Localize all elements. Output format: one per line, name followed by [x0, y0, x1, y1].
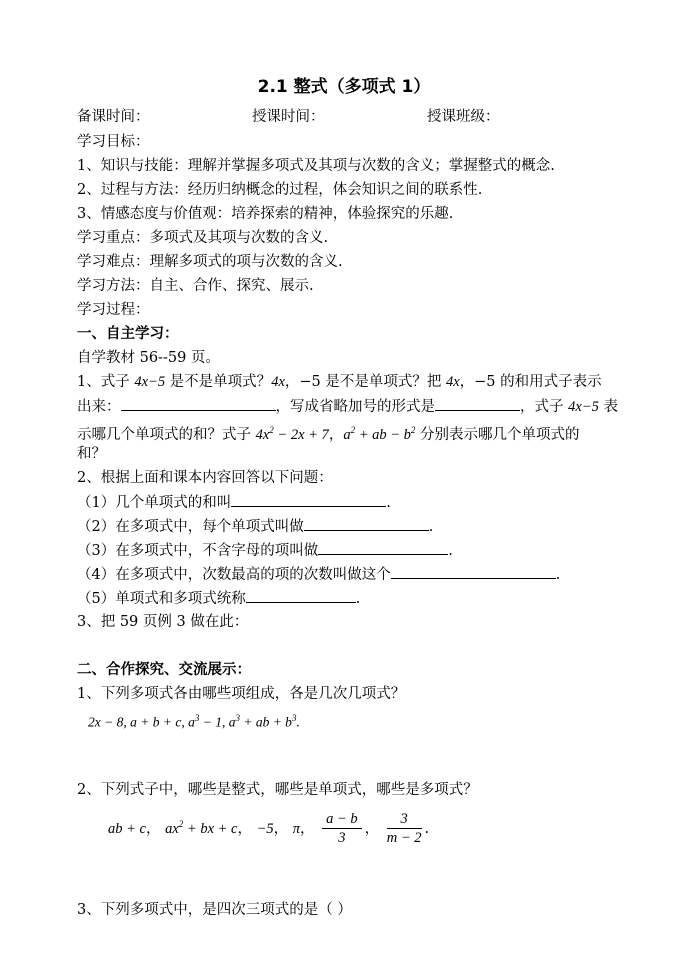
separator: ， — [300, 820, 315, 837]
period: . — [448, 543, 453, 559]
s1-q1-text: 示哪几个单项式的和？式子 — [77, 426, 256, 443]
s1-q2-item-4 — [77, 564, 560, 585]
s1-q1-text: 分别表示哪几个单项式的 — [415, 426, 580, 443]
expr-part: + bx + c — [183, 820, 238, 837]
fraction — [387, 810, 422, 847]
item-text: （4）在多项式中，次数最高的项的次数叫做这个 — [77, 567, 391, 583]
period: . — [424, 820, 430, 837]
period: . — [555, 567, 561, 583]
s1-q1-text: ， — [328, 426, 344, 443]
teach-class-label: 授课班级： — [427, 109, 500, 125]
numerator: a − b — [322, 810, 362, 829]
exponent: 2 — [269, 425, 274, 435]
expr — [343, 427, 415, 443]
difficulty: 学习难点：理解多项式的项与次数的含义. — [77, 254, 343, 270]
denominator: 3 — [338, 830, 346, 847]
s1-q1-line1 — [77, 372, 602, 392]
expr: π — [292, 820, 301, 837]
s1-q2-item-1 — [77, 492, 391, 513]
expr-part: + ab − b — [355, 426, 411, 443]
s2-q1: 1、下列多项式各由哪些项组成，各是几次几项式？ — [77, 686, 406, 702]
item-text: （2）在多项式中，每个单项式叫做 — [77, 519, 304, 535]
s1-q2-item-5 — [77, 588, 360, 609]
separator: ， — [237, 820, 252, 837]
exponent: 2 — [410, 425, 416, 435]
exponent: 3 — [235, 713, 240, 723]
header-row — [77, 107, 500, 127]
s1-q1-text: 1、式子 — [77, 374, 135, 390]
numerator: 3 — [387, 810, 422, 829]
expr: 4x−5 — [568, 399, 599, 415]
expr-part: + ab + b — [239, 714, 292, 730]
expr: ab + c — [108, 820, 146, 837]
exponent: 2 — [178, 819, 184, 829]
s1-q1-line3 — [77, 420, 580, 445]
expr-part: 2x − 8, a + b + c, a — [88, 714, 195, 730]
s1-q1-text: 出来： — [77, 399, 121, 415]
section1-reading: 自学教材 56--59 页。 — [77, 350, 220, 366]
expr-part: − 1, a — [199, 714, 236, 730]
expr — [256, 427, 329, 443]
exponent: 2 — [350, 425, 356, 435]
fraction — [322, 810, 362, 847]
separator: ， — [145, 820, 161, 837]
prep-time-label: 备课时间： — [77, 109, 150, 125]
item-text: （1）几个单项式的和叫 — [77, 495, 232, 511]
separator: ， — [364, 820, 380, 837]
s1-q1-line4: 和？ — [77, 446, 106, 462]
expr: 4x — [271, 374, 285, 390]
period: . — [386, 495, 391, 511]
expr-part: . — [296, 714, 300, 730]
s2-q2-expressions — [108, 806, 429, 846]
goal-2: 2、过程与方法：经历归纳概念的过程，体会知识之间的联系性. — [77, 182, 483, 198]
exponent: 3 — [194, 713, 200, 723]
s1-q1-text: ，写成省略加号的形式是 — [275, 399, 435, 415]
expr-part: − 2x + 7 — [273, 426, 329, 443]
separator: ， — [273, 820, 289, 837]
expr-part: ax — [165, 820, 179, 837]
exponent: 3 — [291, 713, 297, 723]
s1-q1-line2 — [77, 396, 618, 417]
expr: 4x — [445, 374, 460, 390]
s2-q3: 3、下列多项式中，是四次三项式的是（ ） — [77, 902, 352, 918]
s2-q1-expressions — [88, 708, 300, 733]
denominator: m − 2 — [386, 830, 422, 847]
s1-q3: 3、把 59 页例 3 做在此： — [77, 614, 249, 630]
s1-q1-text: ，−5 是不是单项式？把 — [284, 374, 446, 390]
goal-1: 1、知识与技能：理解并掌握多项式及其项与次数的含义；掌握整式的概念. — [77, 158, 555, 174]
expr: 4x−5 — [134, 374, 166, 390]
period: . — [428, 519, 434, 535]
key-point: 学习重点：多项式及其项与次数的含义. — [77, 230, 329, 246]
item-text: （3）在多项式中，不含字母的项叫做 — [77, 543, 319, 559]
answer-blank[interactable] — [435, 396, 520, 411]
goals-heading: 学习目标： — [77, 134, 150, 150]
section2-heading: 二、合作探究、交流展示： — [77, 662, 251, 678]
answer-blank[interactable] — [246, 588, 356, 603]
method: 学习方法：自主、合作、探究、展示. — [77, 278, 314, 294]
expr: −5 — [256, 820, 274, 837]
s2-q2: 2、下列式子中，哪些是整式，哪些是单项式，哪些是多项式？ — [77, 782, 478, 798]
goal-3: 3、情感态度与价值观：培养探索的精神，体验探究的乐趣. — [77, 206, 454, 222]
s1-q1-text: 是不是单项式？ — [165, 374, 272, 390]
s1-q2-item-2 — [77, 516, 433, 537]
section1-heading: 一、自主学习： — [77, 326, 179, 342]
s1-q2-item-3 — [77, 540, 453, 561]
page-title: 2.1 整式（多项式 1） — [257, 77, 431, 97]
s1-q1-text: ，−5 的和用式子表示 — [459, 374, 602, 390]
teach-time-label: 授课时间： — [252, 109, 325, 125]
s1-q1-text: 表 — [598, 399, 618, 415]
s1-q1-text: ，式子 — [520, 399, 569, 415]
expr-part: a — [343, 426, 351, 443]
answer-blank[interactable] — [304, 516, 429, 531]
answer-blank[interactable] — [121, 396, 276, 411]
item-text: （5）单项式和多项式统称 — [77, 591, 246, 607]
answer-blank[interactable] — [391, 564, 556, 579]
answer-blank[interactable] — [231, 492, 386, 507]
s1-q2-heading: 2、根据上面和课本内容回答以下问题： — [77, 470, 333, 486]
expr — [165, 821, 237, 837]
period: . — [355, 591, 361, 607]
process-heading: 学习过程： — [77, 302, 150, 318]
answer-blank[interactable] — [318, 540, 448, 555]
expr-part: 4x — [255, 426, 270, 443]
